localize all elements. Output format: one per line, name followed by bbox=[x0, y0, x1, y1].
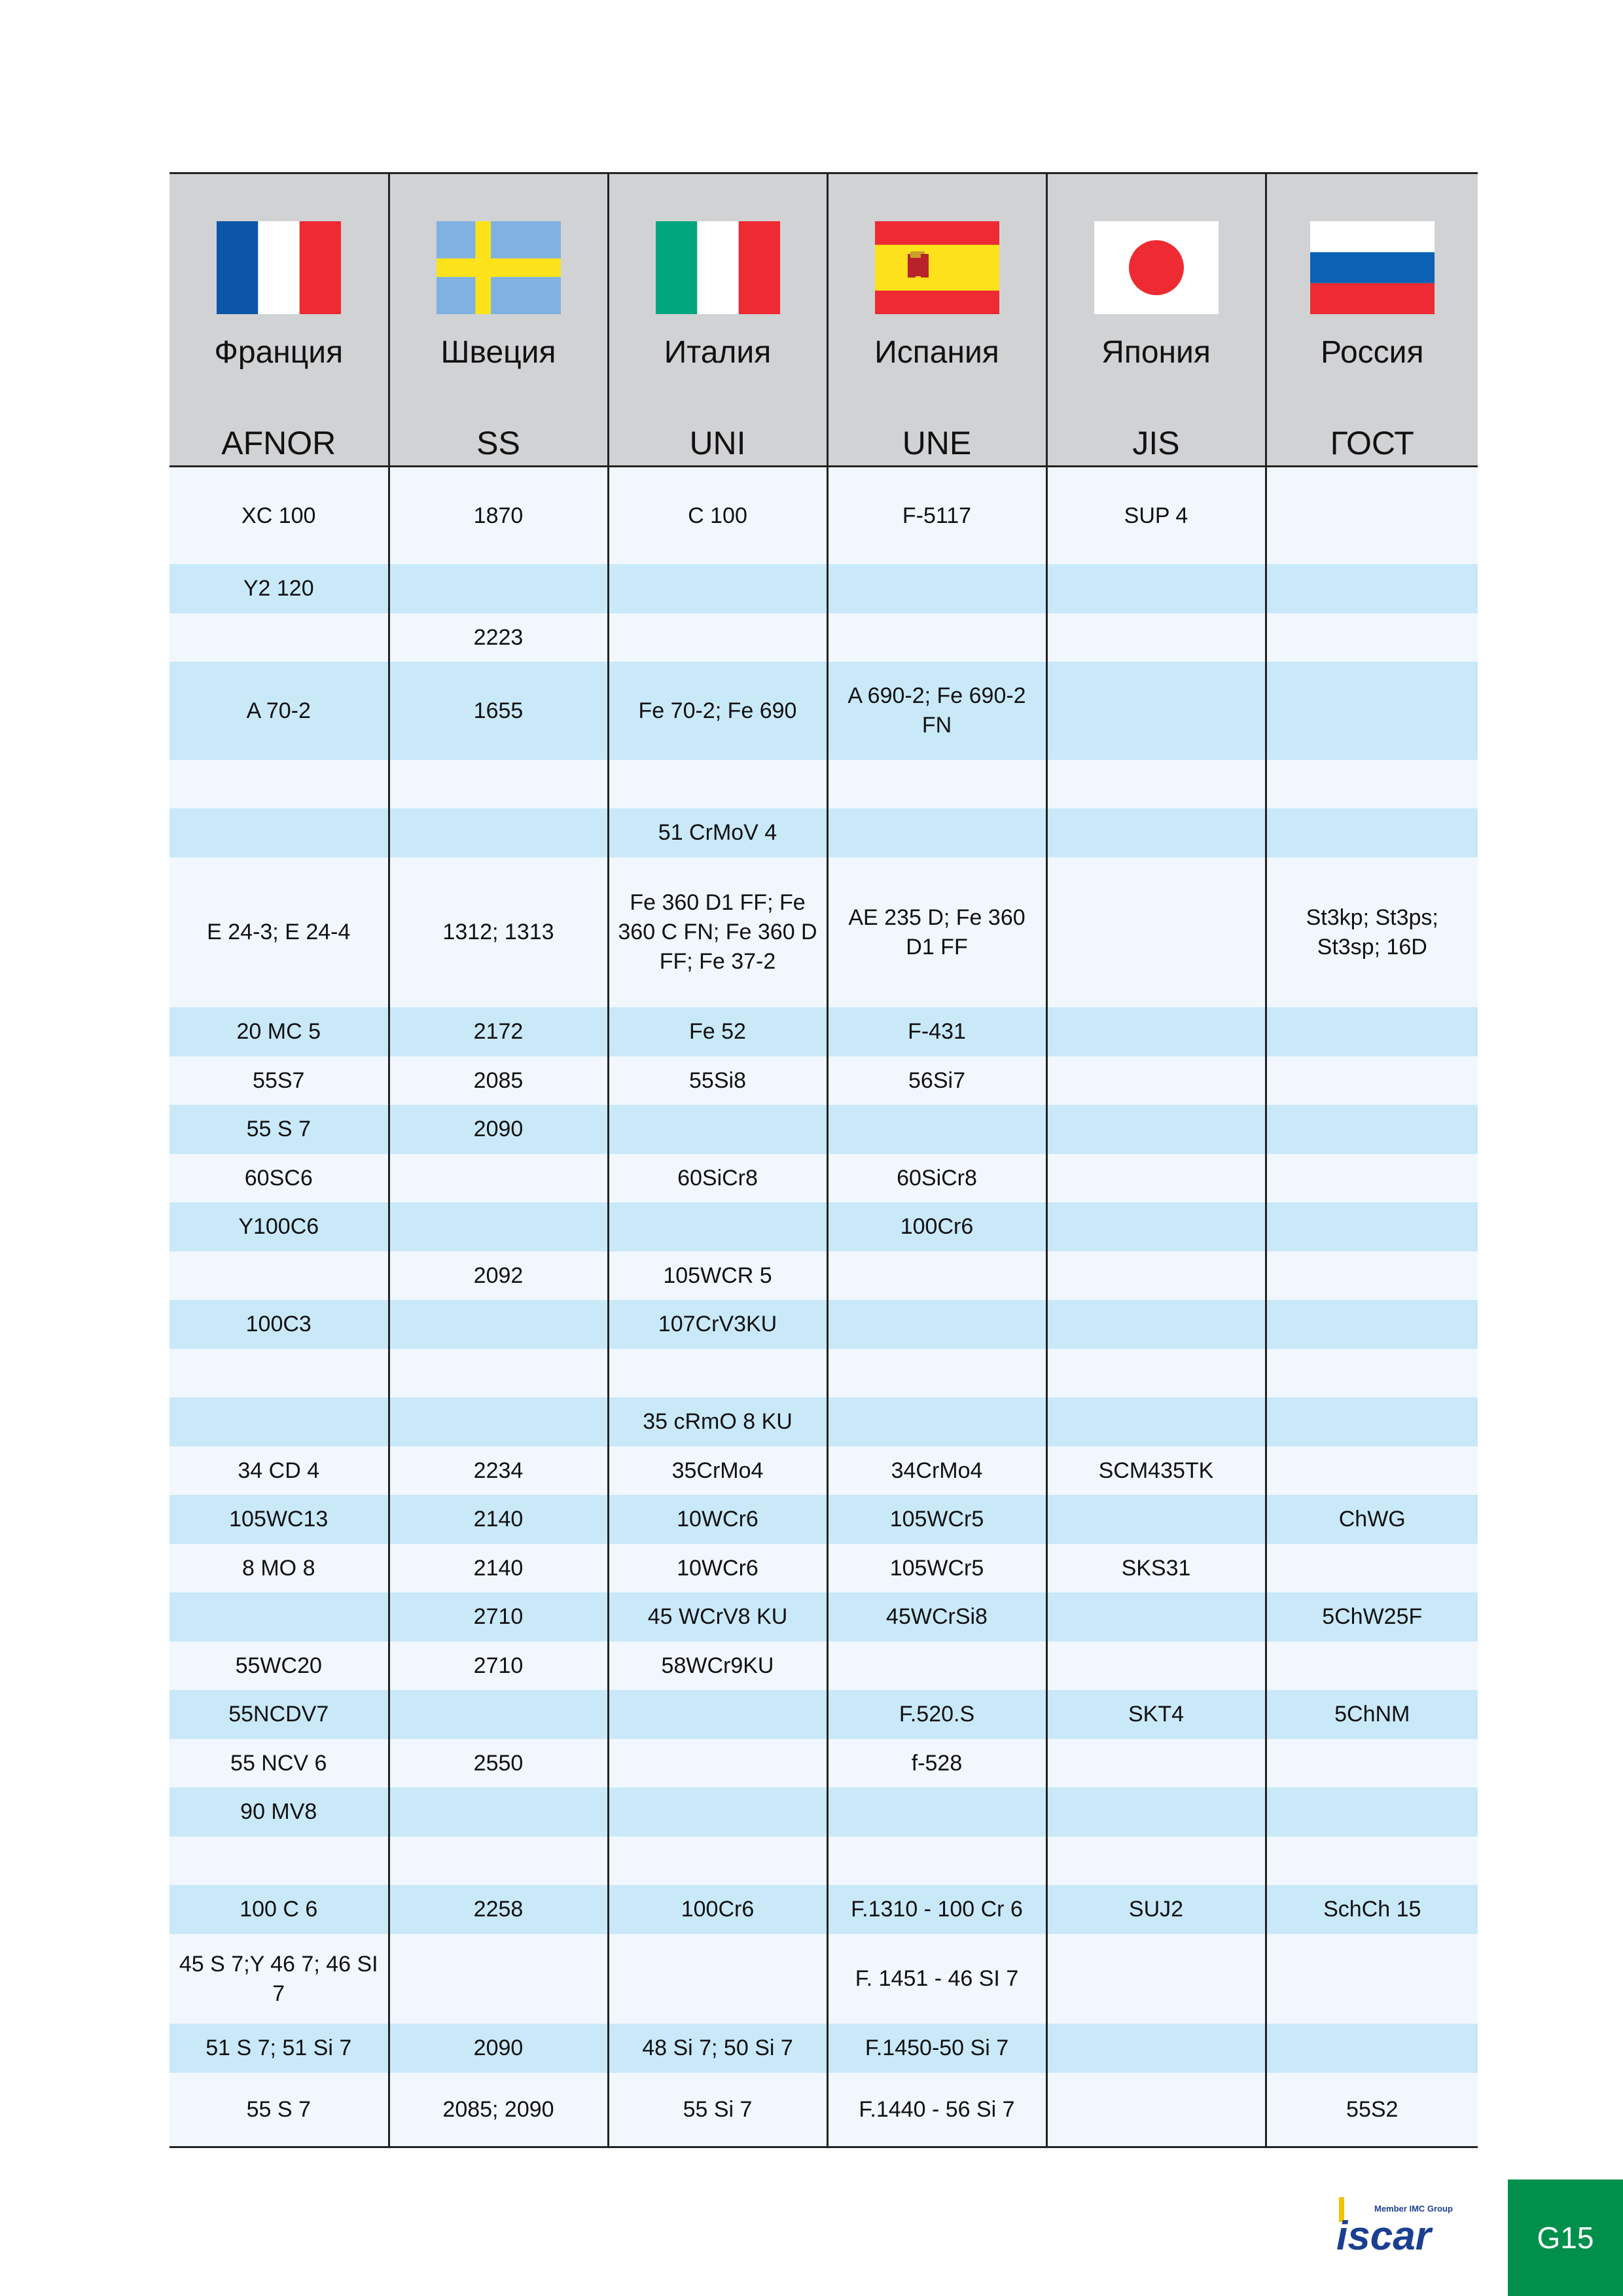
table-cell: Fe 52 bbox=[608, 1007, 827, 1056]
table-cell bbox=[1046, 1787, 1266, 1837]
table-cell bbox=[389, 564, 608, 613]
header-italy bbox=[608, 173, 827, 467]
table-cell: F.520.S bbox=[827, 1690, 1046, 1739]
table-cell bbox=[389, 1349, 608, 1397]
table-row bbox=[169, 1202, 1478, 1251]
table-cell bbox=[827, 1397, 1046, 1446]
table-cell bbox=[608, 564, 827, 613]
table-cell: 55 NCV 6 bbox=[169, 1739, 389, 1787]
table-cell: 2172 bbox=[389, 1007, 608, 1056]
table-cell bbox=[1266, 808, 1478, 857]
table-cell bbox=[389, 808, 608, 857]
country-name: Швеция bbox=[440, 335, 556, 370]
country-name: Италия bbox=[664, 335, 772, 370]
table-row bbox=[169, 1787, 1478, 1837]
standard-name: SS bbox=[476, 425, 520, 461]
table-header-row bbox=[169, 173, 1478, 467]
table-cell: Fe 70-2; Fe 690 bbox=[608, 662, 827, 760]
table-cell: Y100C6 bbox=[169, 1202, 389, 1251]
table-cell bbox=[608, 1690, 827, 1739]
table-cell bbox=[1046, 1837, 1266, 1885]
table-cell: 35 cRmO 8 KU bbox=[608, 1397, 827, 1446]
russia-flag-icon bbox=[1310, 221, 1435, 314]
table-cell bbox=[1046, 2024, 1266, 2073]
table-cell bbox=[169, 1251, 389, 1300]
table-cell bbox=[1046, 1154, 1266, 1202]
table-cell: 2092 bbox=[389, 1251, 608, 1300]
table-row bbox=[169, 467, 1478, 565]
table-cell bbox=[1046, 1056, 1266, 1105]
country-name: Россия bbox=[1321, 335, 1424, 370]
table-cell bbox=[1046, 2073, 1266, 2147]
header-sweden bbox=[389, 173, 608, 467]
sweden-flag-icon bbox=[437, 221, 561, 314]
table-cell: 90 MV8 bbox=[169, 1787, 389, 1837]
table-cell: 5ChW25F bbox=[1266, 1592, 1478, 1641]
table-cell bbox=[827, 1105, 1046, 1154]
table-row bbox=[169, 1739, 1478, 1787]
header-japan bbox=[1046, 173, 1266, 467]
table-cell bbox=[827, 1300, 1046, 1349]
table-cell: C 100 bbox=[608, 467, 827, 565]
table-cell bbox=[1046, 1739, 1266, 1787]
table-cell bbox=[1046, 564, 1266, 613]
table-cell: 2258 bbox=[389, 1885, 608, 1934]
table-row bbox=[169, 1251, 1478, 1300]
table-row bbox=[169, 1934, 1478, 2024]
table-cell bbox=[1266, 1544, 1478, 1592]
table-cell: 55 S 7 bbox=[169, 2073, 389, 2147]
svg-text:Member IMC Group: Member IMC Group bbox=[1374, 2204, 1453, 2214]
table-cell: 107CrV3KU bbox=[608, 1300, 827, 1349]
table-cell bbox=[1046, 1934, 1266, 2024]
table-cell bbox=[1266, 564, 1478, 613]
standard-name: AFNOR bbox=[221, 425, 336, 461]
standard-name: UNE bbox=[902, 425, 972, 461]
table-cell: f-528 bbox=[827, 1739, 1046, 1787]
table-cell bbox=[1046, 857, 1266, 1007]
france-flag-icon bbox=[217, 221, 341, 314]
table-cell bbox=[1046, 808, 1266, 857]
table-row bbox=[169, 1056, 1478, 1105]
table-cell bbox=[1266, 662, 1478, 760]
table-cell: SKT4 bbox=[1046, 1690, 1266, 1739]
table-cell: F. 1451 - 46 SI 7 bbox=[827, 1934, 1046, 2024]
table-cell bbox=[169, 1349, 389, 1397]
table-cell bbox=[827, 564, 1046, 613]
table-cell: ChWG bbox=[1266, 1495, 1478, 1544]
table-cell bbox=[827, 808, 1046, 857]
table-cell bbox=[1046, 1007, 1266, 1056]
table-row bbox=[169, 1885, 1478, 1934]
table-row bbox=[169, 1690, 1478, 1739]
table-cell bbox=[1266, 613, 1478, 662]
table-row bbox=[169, 760, 1478, 808]
table-cell bbox=[1266, 1397, 1478, 1446]
table-cell: St3kp; St3ps; St3sp; 16D bbox=[1266, 857, 1478, 1007]
table-cell bbox=[169, 760, 389, 808]
table-cell: SCM435TK bbox=[1046, 1446, 1266, 1495]
table-cell bbox=[608, 1934, 827, 2024]
table-cell bbox=[1046, 1202, 1266, 1251]
table-row bbox=[169, 1007, 1478, 1056]
table-cell bbox=[1266, 2024, 1478, 2073]
table-cell: SKS31 bbox=[1046, 1544, 1266, 1592]
table-cell bbox=[827, 1641, 1046, 1690]
table-cell: 100 C 6 bbox=[169, 1885, 389, 1934]
table-row bbox=[169, 2073, 1478, 2147]
table-cell: AE 235 D; Fe 360 D1 FF bbox=[827, 857, 1046, 1007]
table-row bbox=[169, 1641, 1478, 1690]
table-cell: 34CrMo4 bbox=[827, 1446, 1046, 1495]
japan-flag-icon bbox=[1094, 221, 1219, 314]
table-cell: F.1310 - 100 Cr 6 bbox=[827, 1885, 1046, 1934]
table-row bbox=[169, 1495, 1478, 1544]
standard-name: JIS bbox=[1132, 425, 1180, 461]
table-cell: 105WCr5 bbox=[827, 1544, 1046, 1592]
table-cell: A 70-2 bbox=[169, 662, 389, 760]
table-cell bbox=[1266, 1105, 1478, 1154]
table-cell bbox=[827, 1787, 1046, 1837]
table-cell bbox=[389, 1787, 608, 1837]
italy-flag-icon bbox=[656, 221, 780, 314]
table-cell: A 690-2; Fe 690-2 FN bbox=[827, 662, 1046, 760]
table-cell: 2234 bbox=[389, 1446, 608, 1495]
header-spain bbox=[827, 173, 1046, 467]
table-cell bbox=[1266, 1154, 1478, 1202]
table-row bbox=[169, 2024, 1478, 2073]
table-cell: 51 S 7; 51 Si 7 bbox=[169, 2024, 389, 2073]
table-cell: 60SiCr8 bbox=[827, 1154, 1046, 1202]
table-cell: 55WC20 bbox=[169, 1641, 389, 1690]
table-cell bbox=[389, 760, 608, 808]
table-cell bbox=[1046, 1592, 1266, 1641]
table-cell bbox=[1266, 1202, 1478, 1251]
table-cell: SUJ2 bbox=[1046, 1885, 1266, 1934]
table-cell: XC 100 bbox=[169, 467, 389, 565]
table-cell: 55 S 7 bbox=[169, 1105, 389, 1154]
table-cell: 55Si8 bbox=[608, 1056, 827, 1105]
table-row bbox=[169, 1154, 1478, 1202]
table-cell: 58WCr9KU bbox=[608, 1641, 827, 1690]
table-cell bbox=[608, 760, 827, 808]
page-number-tab bbox=[1508, 2179, 1623, 2296]
table-cell bbox=[1046, 1251, 1266, 1300]
table-cell: 10WCr6 bbox=[608, 1544, 827, 1592]
table-row bbox=[169, 613, 1478, 662]
table-row bbox=[169, 808, 1478, 857]
steel-equivalents-table bbox=[169, 172, 1478, 2148]
table-cell bbox=[1266, 760, 1478, 808]
table-cell bbox=[608, 1105, 827, 1154]
table-cell bbox=[1266, 1300, 1478, 1349]
table-cell: 2085 bbox=[389, 1056, 608, 1105]
table-cell bbox=[1266, 1446, 1478, 1495]
table-cell bbox=[1266, 1837, 1478, 1885]
table-cell bbox=[1046, 613, 1266, 662]
spain-flag-icon bbox=[875, 221, 999, 314]
table-cell bbox=[389, 1300, 608, 1349]
table-cell: 2140 bbox=[389, 1544, 608, 1592]
table-cell: 2090 bbox=[389, 2024, 608, 2073]
header-france bbox=[169, 173, 389, 467]
table-cell: 2710 bbox=[389, 1592, 608, 1641]
table-cell: 2710 bbox=[389, 1641, 608, 1690]
table-cell bbox=[389, 1690, 608, 1739]
table-cell: SchCh 15 bbox=[1266, 1885, 1478, 1934]
table-cell: Y2 120 bbox=[169, 564, 389, 613]
table-row bbox=[169, 1544, 1478, 1592]
table-cell bbox=[1046, 1300, 1266, 1349]
table-cell bbox=[608, 1739, 827, 1787]
table-row bbox=[169, 1397, 1478, 1446]
table-cell: 60SC6 bbox=[169, 1154, 389, 1202]
table-cell: 2085; 2090 bbox=[389, 2073, 608, 2147]
table-cell bbox=[1046, 1495, 1266, 1544]
table-cell: 2090 bbox=[389, 1105, 608, 1154]
table-row bbox=[169, 857, 1478, 1007]
table-cell bbox=[1046, 1105, 1266, 1154]
table-cell: 55NCDV7 bbox=[169, 1690, 389, 1739]
table-cell: 48 Si 7; 50 Si 7 bbox=[608, 2024, 827, 2073]
iscar-logo bbox=[1335, 2196, 1472, 2255]
table-cell: 105WCr5 bbox=[827, 1495, 1046, 1544]
table-row bbox=[169, 564, 1478, 613]
table-cell bbox=[1046, 1397, 1266, 1446]
table-cell bbox=[169, 808, 389, 857]
table-row bbox=[169, 1592, 1478, 1641]
table-cell bbox=[827, 1251, 1046, 1300]
table-cell bbox=[827, 1837, 1046, 1885]
table-cell: 1312; 1313 bbox=[389, 857, 608, 1007]
table-cell bbox=[169, 613, 389, 662]
table-cell bbox=[1266, 467, 1478, 565]
steel-equivalents-table-container bbox=[169, 172, 1478, 2148]
table-cell: 2140 bbox=[389, 1495, 608, 1544]
table-cell bbox=[827, 1349, 1046, 1397]
table-row bbox=[169, 1837, 1478, 1885]
table-cell bbox=[608, 1202, 827, 1251]
table-cell bbox=[1266, 1056, 1478, 1105]
table-cell: 1655 bbox=[389, 662, 608, 760]
table-cell bbox=[1266, 1934, 1478, 2024]
table-cell bbox=[1266, 1349, 1478, 1397]
table-cell: 35CrMo4 bbox=[608, 1446, 827, 1495]
table-cell bbox=[389, 1837, 608, 1885]
table-cell: 45 WCrV8 KU bbox=[608, 1592, 827, 1641]
table-cell: 100Cr6 bbox=[608, 1885, 827, 1934]
table-cell bbox=[389, 1154, 608, 1202]
table-cell bbox=[827, 613, 1046, 662]
table-cell: F.1450-50 Si 7 bbox=[827, 2024, 1046, 2073]
table-cell: 1870 bbox=[389, 467, 608, 565]
table-cell: 100C3 bbox=[169, 1300, 389, 1349]
table-cell: 60SiCr8 bbox=[608, 1154, 827, 1202]
table-cell: 105WC13 bbox=[169, 1495, 389, 1544]
table-cell bbox=[169, 1592, 389, 1641]
table-cell: SUP 4 bbox=[1046, 467, 1266, 565]
table-cell bbox=[1266, 1641, 1478, 1690]
table-cell bbox=[1266, 1251, 1478, 1300]
table-cell bbox=[608, 613, 827, 662]
table-row bbox=[169, 1446, 1478, 1495]
table-cell: 20 MC 5 bbox=[169, 1007, 389, 1056]
table-cell: 100Cr6 bbox=[827, 1202, 1046, 1251]
svg-text:iscar: iscar bbox=[1336, 2214, 1431, 2255]
table-cell: 8 MO 8 bbox=[169, 1544, 389, 1592]
table-cell bbox=[608, 1837, 827, 1885]
table-cell: F.1440 - 56 Si 7 bbox=[827, 2073, 1046, 2147]
table-cell bbox=[169, 1397, 389, 1446]
page-number: G15 bbox=[1537, 2221, 1594, 2255]
table-cell bbox=[1046, 1641, 1266, 1690]
header-russia bbox=[1266, 173, 1478, 467]
table-cell bbox=[169, 1837, 389, 1885]
table-cell: 55S7 bbox=[169, 1056, 389, 1105]
table-cell bbox=[608, 1349, 827, 1397]
table-cell: E 24-3; E 24-4 bbox=[169, 857, 389, 1007]
table-row bbox=[169, 1349, 1478, 1397]
table-cell: 56Si7 bbox=[827, 1056, 1046, 1105]
country-name: Япония bbox=[1101, 335, 1211, 370]
table-cell bbox=[1266, 1007, 1478, 1056]
table-cell bbox=[608, 1787, 827, 1837]
standard-name: UNI bbox=[689, 425, 746, 461]
table-cell bbox=[1046, 1349, 1266, 1397]
table-cell: 10WCr6 bbox=[608, 1495, 827, 1544]
table-cell: 45 S 7;Y 46 7; 46 SI 7 bbox=[169, 1934, 389, 2024]
table-row bbox=[169, 1300, 1478, 1349]
country-name: Франция bbox=[214, 335, 344, 370]
table-cell: 55S2 bbox=[1266, 2073, 1478, 2147]
table-cell bbox=[389, 1934, 608, 2024]
table-cell: 2550 bbox=[389, 1739, 608, 1787]
table-body bbox=[169, 467, 1478, 2147]
table-cell bbox=[1266, 1787, 1478, 1837]
table-cell: 34 CD 4 bbox=[169, 1446, 389, 1495]
table-cell bbox=[389, 1397, 608, 1446]
table-cell: 51 CrMoV 4 bbox=[608, 808, 827, 857]
table-cell: Fe 360 D1 FF; Fe 360 C FN; Fe 360 D FF; Fe 37-2 bbox=[608, 857, 827, 1007]
table-cell: F-5117 bbox=[827, 467, 1046, 565]
table-cell bbox=[827, 760, 1046, 808]
table-cell: 105WCR 5 bbox=[608, 1251, 827, 1300]
table-cell: 55 Si 7 bbox=[608, 2073, 827, 2147]
table-cell bbox=[1046, 760, 1266, 808]
standard-name: ГОСТ bbox=[1330, 425, 1414, 461]
table-cell: 5ChNM bbox=[1266, 1690, 1478, 1739]
table-row bbox=[169, 662, 1478, 760]
table-cell bbox=[389, 1202, 608, 1251]
table-cell: 2223 bbox=[389, 613, 608, 662]
table-cell: F-431 bbox=[827, 1007, 1046, 1056]
table-cell bbox=[1046, 662, 1266, 760]
table-cell bbox=[1266, 1739, 1478, 1787]
country-name: Испания bbox=[874, 335, 999, 370]
table-cell: 45WCrSi8 bbox=[827, 1592, 1046, 1641]
table-row bbox=[169, 1105, 1478, 1154]
